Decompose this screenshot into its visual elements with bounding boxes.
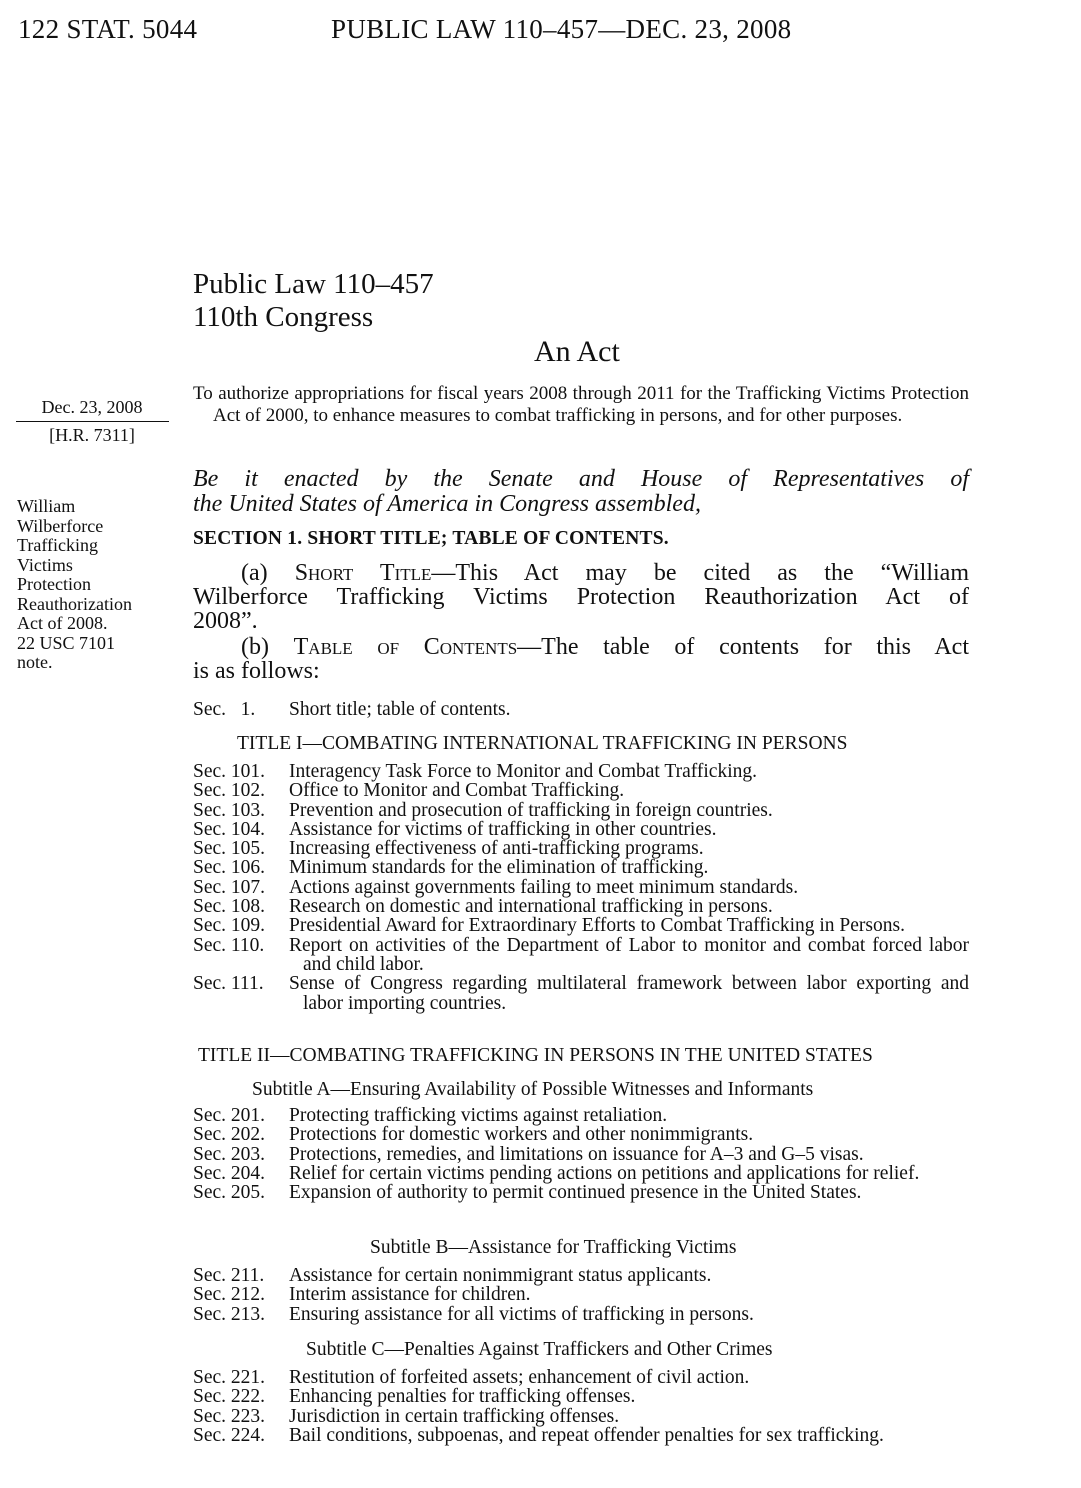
toc-section-title: Prevention and prosecution of trafficking in foreign countries. xyxy=(289,799,773,821)
toc-section-number: Sec. 222. xyxy=(193,1386,266,1408)
margin-note xyxy=(17,497,177,673)
toc-section-number: Sec. 108. xyxy=(193,896,266,918)
margin-note-line: Victims xyxy=(17,554,73,575)
margin-note-line: Wilberforce xyxy=(17,515,104,536)
margin-note-line: note. xyxy=(17,652,53,672)
paragraph-label: (b) xyxy=(241,634,294,660)
toc-section-title: Assistance for victims of trafficking in other countries. xyxy=(289,818,717,840)
toc-section-number: Sec. 110. xyxy=(193,934,265,956)
toc-section-title: Enhancing penalties for trafficking offenses. xyxy=(289,1386,636,1408)
toc-section-number: Sec. 221. xyxy=(193,1367,266,1388)
toc-section-number: Sec. 109. xyxy=(193,915,266,937)
toc-entry xyxy=(193,1106,969,1125)
toc-entry xyxy=(193,897,969,916)
toc-subtitle-heading: Subtitle C—Penalties Against Traffickers and Other Crimes xyxy=(306,1339,773,1360)
toc-section-title: Actions against governments failing to meet minimum standards. xyxy=(289,876,799,898)
toc-entry xyxy=(193,1426,969,1445)
toc-entry xyxy=(193,936,969,975)
toc-entry xyxy=(193,1285,969,1304)
stat-reference: 122 STAT. 5044 xyxy=(18,14,198,44)
toc-section-title: Restitution of forfeited assets; enhancement of civil action. xyxy=(289,1367,750,1388)
toc-section-title: Short title; table of contents. xyxy=(289,699,511,720)
toc-entry xyxy=(193,820,969,839)
toc-section-title: Sense of Congress regarding multilateral framework between labor exporting and labor importing countries. xyxy=(289,973,969,1014)
toc-section-number: Sec. 202. xyxy=(193,1124,266,1146)
toc-section-title: Protections, remedies, and limitations on issuance for A–3 and G–5 visas. xyxy=(289,1143,864,1165)
toc-title-heading: TITLE I—COMBATING INTERNATIONAL TRAFFICKING IN PERSONS xyxy=(237,733,848,754)
toc-group xyxy=(193,700,969,719)
toc-paragraph xyxy=(193,635,969,683)
toc-section-title: Bail conditions, subpoenas, and repeat offender penalties for sex trafficking. xyxy=(289,1424,884,1446)
toc-section-title: Relief for certain victims pending actions on petitions and applications for relief. xyxy=(289,1162,920,1184)
running-header: PUBLIC LAW 110–457—DEC. 23, 2008 xyxy=(331,14,792,44)
toc-section-number: Sec. 105. xyxy=(193,838,266,860)
toc-section-number: Sec. 107. xyxy=(193,876,266,898)
toc-entry xyxy=(193,700,969,719)
paragraph-line xyxy=(193,635,969,659)
margin-note-line: William xyxy=(17,496,76,516)
toc-entry xyxy=(193,1183,969,1202)
paragraph-line xyxy=(193,561,969,585)
toc-entry xyxy=(193,839,969,858)
toc-section-title: Increasing effectiveness of anti-trafficking programs. xyxy=(289,838,704,860)
law-title-block xyxy=(193,268,434,334)
paragraph-caption: Short Title xyxy=(294,560,432,586)
toc-entry xyxy=(193,858,969,877)
toc-entry xyxy=(193,1145,969,1164)
toc-section-number: Sec. 106. xyxy=(193,857,266,879)
toc-subtitle-heading: Subtitle A—Ensuring Availability of Possible Witnesses and Informants xyxy=(252,1079,814,1100)
margin-note-line: Protection xyxy=(17,574,91,594)
short-title-paragraph xyxy=(193,561,969,633)
toc-section-title: Assistance for certain nonimmigrant status applicants. xyxy=(289,1265,712,1286)
toc-section-number: Sec. 101. xyxy=(193,761,266,782)
toc-section-number: Sec. 205. xyxy=(193,1182,266,1204)
margin-note-line: Act of 2008. xyxy=(17,613,108,633)
toc-section-number: Sec. 103. xyxy=(193,799,266,821)
margin-note-line: 22 USC 7101 xyxy=(17,632,116,653)
toc-entry xyxy=(193,781,969,800)
toc-section-title: Protections for domestic workers and other nonimmigrants. xyxy=(289,1124,754,1146)
paragraph-line: 2008”. xyxy=(193,608,258,634)
paragraph-text: —This Act may be cited as the “William xyxy=(431,560,969,586)
act-heading: An Act xyxy=(534,335,620,368)
toc-section-title: Presidential Award for Extraordinary Efforts to Combat Trafficking in Persons. xyxy=(289,915,905,937)
toc-section-title: Research on domestic and international trafficking in persons. xyxy=(289,896,773,918)
paragraph-line: Wilberforce Trafficking Victims Protection Reauthorization Act of xyxy=(193,584,969,610)
purpose-statement: To authorize appropriations for fiscal years 2008 through 2011 for the Trafficking Victims Protection Act of 2000, to enhance measures to combat trafficking in persons, and for other purposes. xyxy=(193,383,969,426)
toc-entry xyxy=(193,1368,969,1387)
toc-group xyxy=(193,762,969,1013)
toc-subtitle-heading: Subtitle B—Assistance for Trafficking Victims xyxy=(370,1237,737,1258)
enacting-line: the United States of America in Congress assembled, xyxy=(193,491,701,517)
toc-group xyxy=(193,1106,969,1202)
toc-entry xyxy=(193,878,969,897)
toc-section-title: Interagency Task Force to Monitor and Combat Trafficking. xyxy=(289,761,757,782)
toc-entry xyxy=(193,1387,969,1406)
toc-section-number: Sec. 224. xyxy=(193,1424,266,1446)
toc-section-number: Sec. 102. xyxy=(193,780,266,802)
toc-section-title: Office to Monitor and Combat Trafficking. xyxy=(289,780,625,802)
toc-section-number: Sec. 1. xyxy=(193,699,256,720)
margin-note-line: Trafficking xyxy=(17,535,98,555)
toc-section-number: Sec. 204. xyxy=(193,1162,266,1184)
toc-entry xyxy=(193,801,969,820)
toc-section-number: Sec. 203. xyxy=(193,1143,266,1165)
congress-label: 110th Congress xyxy=(193,301,374,333)
enacting-line: Be it enacted by the Senate and House of Representatives of xyxy=(193,466,969,492)
toc-entry xyxy=(193,1164,969,1183)
toc-entry xyxy=(193,916,969,935)
margin-date: Dec. 23, 2008 xyxy=(41,397,143,417)
toc-section-title: Minimum standards for the elimination of trafficking. xyxy=(289,857,709,879)
margin-bill-number: [H.R. 7311] xyxy=(49,425,135,445)
toc-section-number: Sec. 104. xyxy=(193,818,266,840)
toc-section-number: Sec. 213. xyxy=(193,1303,266,1325)
toc-section-title: Ensuring assistance for all victims of trafficking in persons. xyxy=(289,1303,754,1325)
law-number: Public Law 110–457 xyxy=(193,268,434,300)
enacting-clause xyxy=(193,467,969,517)
paragraph-line: is as follows: xyxy=(193,658,320,684)
toc-section-title: Report on activities of the Department of Labor to monitor and combat forced labor and child labor. xyxy=(289,934,969,975)
section-heading: SECTION 1. SHORT TITLE; TABLE OF CONTENTS. xyxy=(193,528,669,549)
toc-entry xyxy=(193,1305,969,1324)
toc-section-number: Sec. 111. xyxy=(193,973,264,995)
toc-section-title: Interim assistance for children. xyxy=(289,1284,531,1306)
paragraph-caption: Table of Contents xyxy=(293,634,518,660)
toc-group xyxy=(193,1266,969,1324)
toc-section-number: Sec. 223. xyxy=(193,1405,266,1427)
toc-section-number: Sec. 201. xyxy=(193,1105,266,1126)
toc-title-heading: TITLE II—COMBATING TRAFFICKING IN PERSONS IN THE UNITED STATES xyxy=(198,1045,873,1066)
paragraph-text: —The table of contents for this Act xyxy=(517,634,969,660)
toc-entry xyxy=(193,1407,969,1426)
toc-entry xyxy=(193,974,969,1013)
toc-entry xyxy=(193,762,969,781)
toc-section-title: Jurisdiction in certain trafficking offenses. xyxy=(289,1405,620,1427)
toc-entry xyxy=(193,1266,969,1285)
toc-entry xyxy=(193,1125,969,1144)
toc-section-title: Expansion of authority to permit continued presence in the United States. xyxy=(289,1182,862,1204)
margin-note-line: Reauthorization xyxy=(17,593,132,614)
toc-section-title: Protecting trafficking victims against retaliation. xyxy=(289,1105,668,1126)
paragraph-label: (a) xyxy=(241,560,295,586)
toc-section-number: Sec. 211. xyxy=(193,1265,265,1286)
toc-group xyxy=(193,1368,969,1445)
toc-section-number: Sec. 212. xyxy=(193,1284,266,1306)
margin-divider xyxy=(16,421,169,422)
